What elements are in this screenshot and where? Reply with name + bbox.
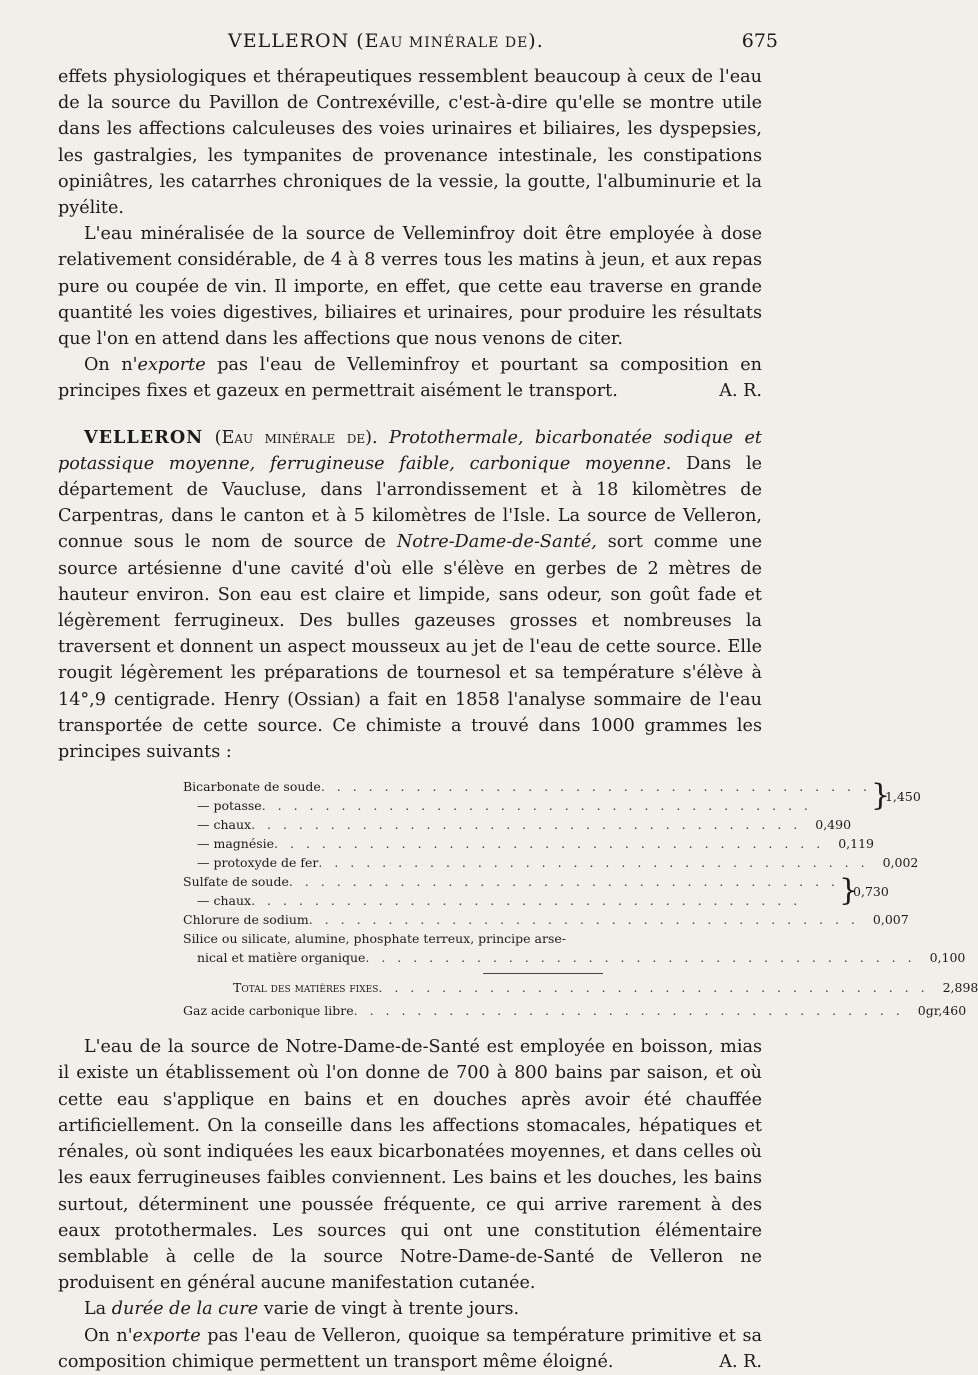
p3-before: On n' [84,355,138,376]
brace-1: } [870,778,891,814]
title-main: VELLERON (E [228,30,380,52]
row-value: 0,002 [882,855,919,871]
row-label: — chaux [197,893,252,909]
paragraph-4: L'eau de la source de Notre-Dame-de-Santé est employée en boisson, mias il existe un établissement où l'on donne de 700 à 800 bains par saison, et où cette eau s'applique en bains et en douches après avoir été chauffée artificiellement. On la conseille dans les affections stomacales, hépatiques et rénales, où sont indiquées les eaux bicarbonatées moyennes, et dans celles où les eaux ferrugineuses faibles conviennent. Les bains et les douches, les bains surtout, déterminent une poussée fréquente, ce qui arrive rarement à des eaux protothermales. Les sources qui ont une constitution élémentaire semblable à celle de la source Notre-Dame-de-Santé de Velleron ne produisent en général aucune manifestation cutanée. [58,1037,762,1294]
row-value: 0,119 [838,836,875,852]
running-header [58,30,778,60]
entry-source-name: Notre-Dame-de-Santé, [396,532,597,553]
table-row-gas: Gaz acide carbonique libre . . . . . . . . . . . . . . . . . . . . . . . . . . . . . . . . . . . 0gr,460 [183,1003,967,1019]
p3-after: pas l'eau de Velleminfroy et pourtant sa composition en principes fixes et gazeux en permettrait aisément le transport. [58,355,763,402]
p6-before: On n' [84,1325,133,1346]
row-value: 0,490 [815,817,852,833]
paragraph-1: effets physiologiques et thérapeutiques ressemblent beaucoup à ceux de l'eau de la source du Pavillon de Contrexéville, c'est-à-dire qu'elle se montre utile dans les affections calculeuses des voies urinaires et biliaires, les dyspepsies, les gastralgies, les tympanites de provenance intestinale, les constipations opiniâtres, les catarrhes chroniques de la vessie, la goutte, l'albuminurie et la pyélite. [58,67,762,219]
table-row: Bicarbonate de soude . . . . . . . . . . . . . . . . . . . . . . . . . . . . . . . . . . . [183,779,871,795]
row-label: Bicarbonate de soude [183,779,321,795]
entry-text-1: Dans le département de Vaucluse, dans l'arrondissement et à 18 kilomètres de Carpentras, dans le canton et à 5 kilomètres de l'Isle. La source de Velleron, connue sous le nom de source de [58,453,762,553]
entry-headword: VELLERON [84,426,204,448]
table-row-total: Total des matières fixes . . . . . . . . . . . . . . . . . . . . . . . . . . . . . . . . . . . 2,898 [183,978,753,997]
row-label: — protoxyde de fer [197,855,319,871]
total-value: 2,898 [942,980,978,996]
row-label: — magnésie [197,836,275,852]
table-row: — potasse . . . . . . . . . . . . . . . . . . . . . . . . . . . . . . . . . . . [183,796,871,815]
table-row [183,929,753,948]
gas-value: 0gr,460 [917,1003,967,1019]
row-value: 0,007 [872,912,909,928]
row-label: Silice ou silicate, alumine, phosphate terreux, principe arse- [183,931,567,947]
paragraph-5 [58,1296,762,1322]
row-label: Chlorure de sodium [183,912,309,928]
row-label: Sulfate de soude [183,874,289,890]
table-row: — chaux . . . . . . . . . . . . . . . . . . . . . . . . . . . . . . . . . . . 0,490 [183,815,753,834]
p6-after: pas l'eau de Velleron, quoique sa température primitive et sa composition chimique permettent un transport même éloigné. [58,1325,762,1372]
title-small-caps: AU MINÉRALE DE [379,35,529,51]
paragraph-2: L'eau minéralisée de la source de Velleminfroy doit être employée à dose relativement considérable, de 4 à 8 verres tous les matins à jeun, et aux repas pure ou coupée de vin. Il importe, en effet, que cette eau traverse en grande quantité les voies digestives, biliaires et urinaires, pour produire les résultats que l'on en attend dans les affections que nous venons de citer. [58,224,762,350]
table-row: — magnésie . . . . . . . . . . . . . . . . . . . . . . . . . . . . . . . . . . . 0,119 [183,834,753,853]
signature-2: A. R. [719,1351,762,1372]
row-label: — potasse [197,798,262,814]
group-value: 0,730 [853,883,889,899]
running-title [228,30,544,52]
paragraph-6 [58,1323,762,1375]
table-row: — chaux . . . . . . . . . . . . . . . . . . . . . . . . . . . . . . . . . . . [183,891,839,910]
row-label: nical et matière organique [197,950,366,966]
gas-label: Gaz acide carbonique libre [183,1003,354,1019]
page-body [58,64,978,1375]
p5-before: La [84,1299,112,1320]
analysis-table [183,777,978,1020]
paragraph-3 [58,352,762,404]
table-row: Chlorure de sodium . . . . . . . . . . . . . . . . . . . . . . . . . . . . . . . . . . . 0,007 [183,912,909,928]
signature-1: A. R. [719,381,762,402]
table-group-1 [183,777,921,815]
group-value: 1,450 [884,788,921,804]
row-value: 0,100 [929,950,966,966]
total-label: Total des matières fixes [233,980,379,996]
entry-text-2: sort comme une source artésienne d'une cavité d'où elle s'élève en gerbes de 2 mètres de hauteur environ. Son eau est claire et limpide, sans odeur, son goût fade et légèrement ferrugineux. Des bulles gazeuses grosses et nombreuses la traversent et donnent un aspect mousseux au jet de l'eau de cette source. Elle rougit légèrement les préparations de tournesol et sa température s'élève à 14°,9 centigrade. Henry (Ossian) a fait en 1858 l'analyse sommaire de l'eau transportée de cette source. Ce chimiste a trouvé dans 1000 grammes les principes suivants : [58,532,762,763]
row-label: — chaux [197,817,252,833]
page-number: 675 [741,30,778,52]
p3-em: exporte [137,355,206,376]
brace-2: } [839,873,859,909]
total-rule [483,973,603,974]
p6-em: exporte [132,1325,201,1346]
entry-velleron [58,425,762,766]
entry-qualifier: Protothermale, bicarbonatée sodique et potassique moyenne, ferrugineuse faible, carbonique moyenne. [58,427,762,474]
p5-after: varie de vingt à trente jours. [258,1299,520,1320]
p5-em: durée de la cure [111,1299,259,1320]
table-row: Sulfate de soude . . . . . . . . . . . . . . . . . . . . . . . . . . . . . . . . . . . [183,874,840,890]
title-end: ). [528,30,544,52]
table-group-2 [183,872,889,910]
table-row: — protoxyde de fer . . . . . . . . . . . . . . . . . . . . . . . . . . . . . . . . . . . 0,002 [183,853,753,872]
entry-paren: (Eau minérale de). [214,427,378,448]
table-row: nical et matière organique . . . . . . . . . . . . . . . . . . . . . . . . . . . . . . . . . . . 0,100 [183,948,753,967]
